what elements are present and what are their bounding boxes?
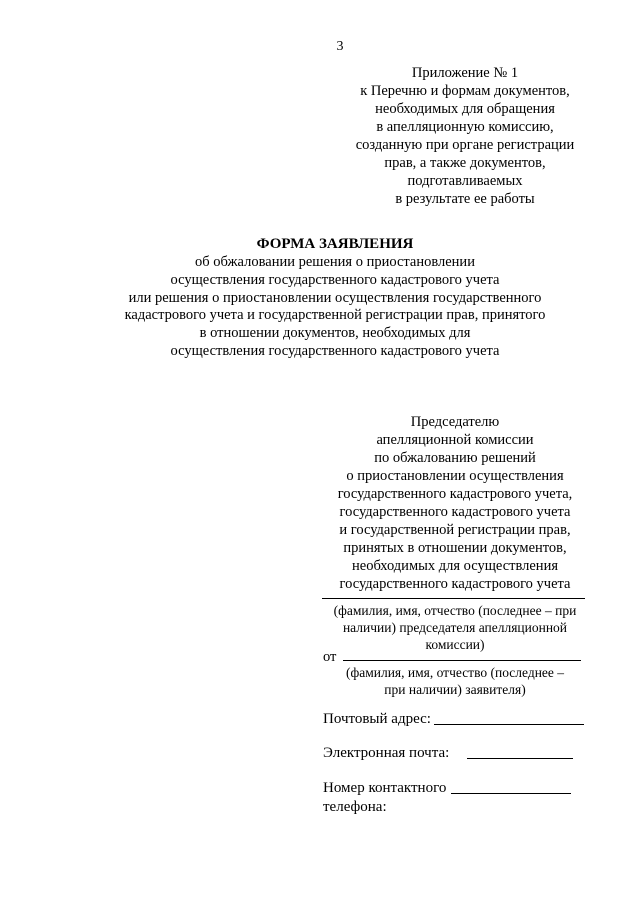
addressee-line: государственного кадастрового учета,: [337, 486, 573, 502]
subtitle-line: об обжаловании решения о приостановлении: [195, 254, 475, 270]
email-line[interactable]: [467, 758, 573, 759]
annex-line: в апелляционную комиссию,: [376, 119, 554, 135]
applicant-caption-line: (фамилия, имя, отчество (последнее –: [345, 665, 565, 680]
postal-address-line[interactable]: [434, 724, 584, 725]
annex-line: созданную при органе регистрации: [355, 137, 575, 153]
phone-label: Номер контактного: [323, 780, 447, 796]
applicant-caption-line: при наличии) заявителя): [384, 682, 526, 697]
chair-caption-line: наличии) председателя апелляционной: [342, 620, 568, 635]
addressee-line: о приостановлении осуществления: [346, 468, 564, 484]
subtitle-line: кадастрового учета и государственной регистрации прав, принятого: [124, 307, 546, 323]
addressee-line: апелляционной комиссии: [376, 432, 534, 448]
form-title: ФОРМА ЗАЯВЛЕНИЯ: [256, 236, 414, 252]
subtitle-line: осуществления государственного кадастрового учета: [170, 272, 500, 288]
applicant-name-line[interactable]: [343, 660, 581, 661]
annex-line: Приложение № 1: [411, 65, 519, 81]
addressee-line: принятых в отношении документов,: [343, 540, 567, 556]
subtitle-line: осуществления государственного кадастрового учета: [170, 343, 500, 359]
phone-label-continued: телефона:: [323, 799, 387, 815]
addressee-line: по обжалованию решений: [374, 450, 536, 466]
chair-name-line[interactable]: [322, 598, 585, 599]
subtitle-line: или решения о приостановлении осуществления государственного: [128, 290, 542, 306]
addressee-line: государственного кадастрового учета: [339, 576, 571, 592]
addressee-line: необходимых для осуществления: [352, 558, 558, 574]
addressee-line: Председателю: [410, 414, 500, 430]
annex-line: в результате ее работы: [395, 191, 535, 207]
annex-line: прав, а также документов,: [384, 155, 546, 171]
phone-line[interactable]: [451, 793, 571, 794]
from-label: от: [323, 649, 337, 665]
addressee-line: и государственной регистрации прав,: [339, 522, 571, 538]
email-label: Электронная почта:: [323, 745, 450, 761]
chair-caption-line: (фамилия, имя, отчество (последнее – при: [333, 603, 577, 618]
subtitle-line: в отношении документов, необходимых для: [199, 325, 471, 341]
annex-line: подготавливаемых: [407, 173, 523, 189]
chair-caption-line: комиссии): [425, 637, 485, 652]
annex-line: к Перечню и формам документов,: [360, 83, 570, 99]
page-number: 3: [336, 39, 344, 54]
addressee-line: государственного кадастрового учета: [339, 504, 571, 520]
postal-address-label: Почтовый адрес:: [323, 711, 431, 727]
annex-line: необходимых для обращения: [375, 101, 555, 117]
